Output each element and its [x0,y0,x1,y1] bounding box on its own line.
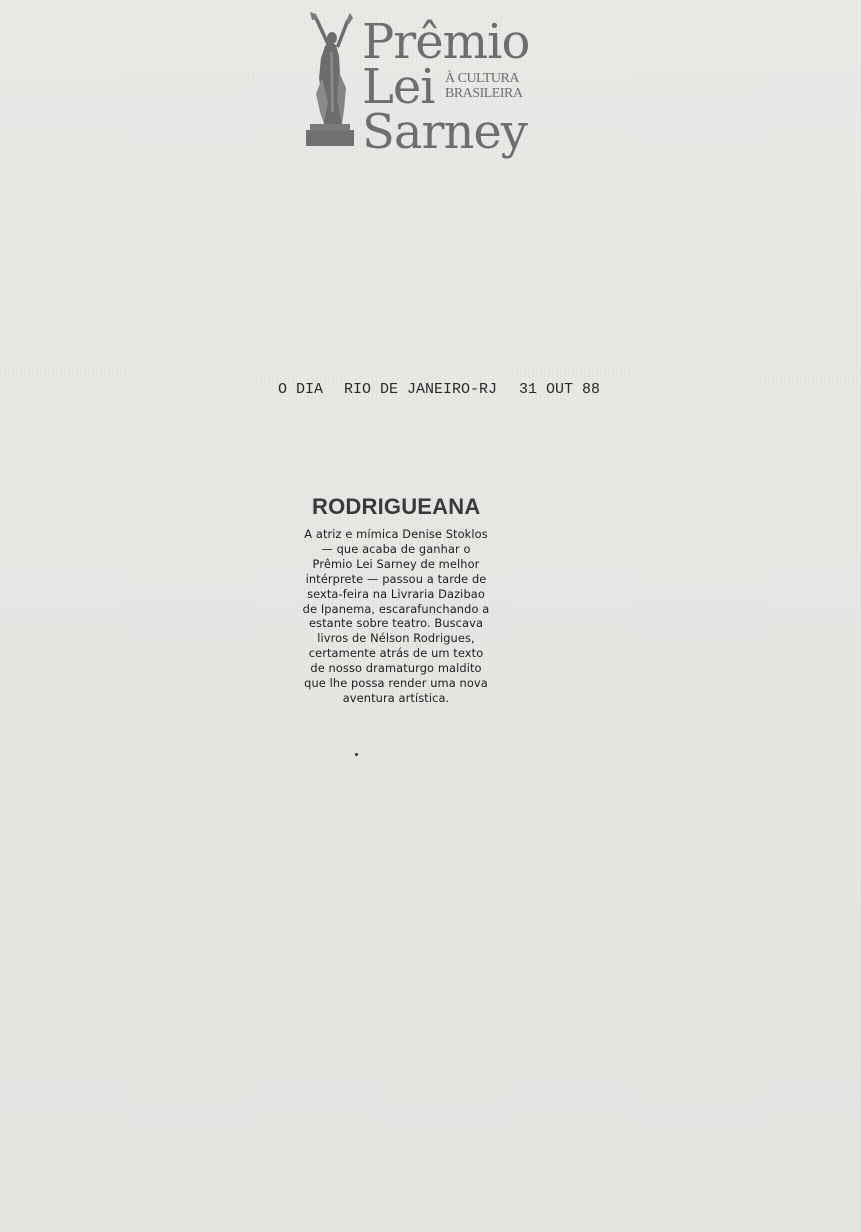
ink-speck [355,753,358,756]
logo-subtitle-line1: À CULTURA [445,71,519,86]
clipping-line: — que acaba de ganhar o [321,541,471,556]
clipping-line: de Ipanema, escarafunchando a [302,601,490,616]
clipping-line: A atriz e mímica Denise Stoklos [304,527,488,541]
logo-word-premio: Prêmio [362,14,530,70]
clipping-line: aventura artística. [342,690,450,705]
source-line [278,381,600,398]
clipping-line: Prêmio Lei Sarney de melhor [312,556,480,571]
clipping-line: estante sobre teatro. Buscava [308,616,484,631]
clipping-line: certamente atrás de um texto [308,646,484,661]
clipping-line: que lhe possa render uma nova [304,676,488,691]
newspaper-name: O DIA [278,381,324,398]
logo-word-lei: Lei [362,59,435,115]
logo-subtitle-line2: BRASILEIRA [445,86,523,101]
logo-word-sarney: Sarney [362,104,527,160]
clipping-line: intérprete — passou a tarde de [305,571,487,586]
clipping-line: livros de Nélson Rodrigues, [317,631,475,646]
clipping-title: RODRIGUEANA [312,494,481,519]
clipping-body [292,527,500,706]
newspaper-city: RIO DE JANEIRO-RJ [344,381,498,398]
clipping-line: de nosso dramaturgo maldito [310,661,482,676]
statue-icon [306,12,356,146]
publication-date: 31 OUT 88 [519,381,601,398]
clipping-line: sexta-feira na Livraria Dazibao [307,586,485,601]
premio-lei-sarney-logo [306,12,538,158]
